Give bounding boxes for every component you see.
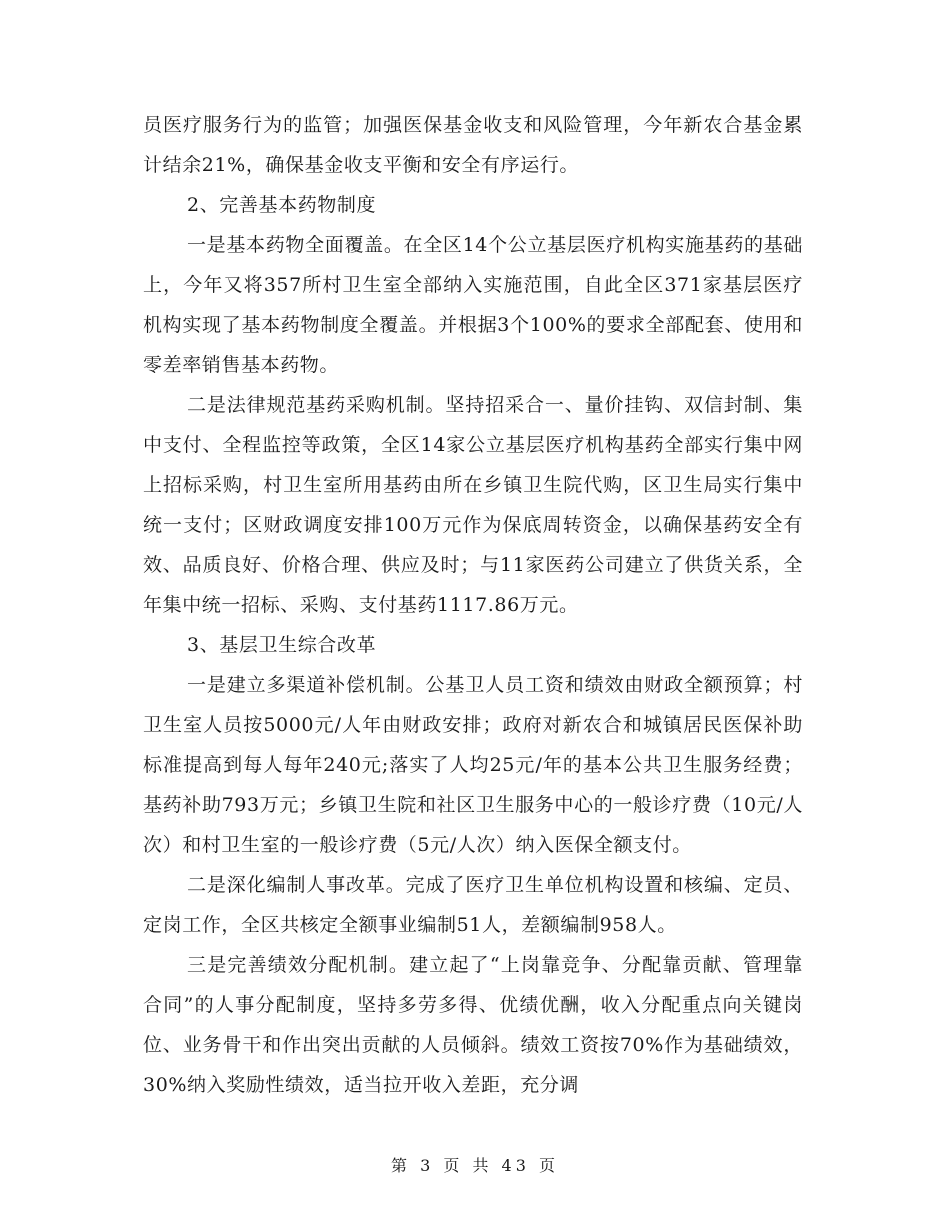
paragraph-4: 二是法律规范基药采购机制。坚持招采合一、量价挂钩、双信封制、集中支付、全程监控等政策，全区14家公立基层医疗机构基药全部实行集中网上招标采购，村卫生室所用基药由所在乡镇卫生院代购，区卫生局实行集中统一支付；区财政调度安排100万元作为保底周转资金，以确保基药安全有效、品质良好、价格合理、供应及时；与11家医药公司建立了供货关系，全年集中统一招标、采购、支付基药1117.86万元。 (143, 394, 803, 616)
page-footer: 第 3 页 共 43 页 (391, 1156, 559, 1175)
paragraph-7: 二是深化编制人事改革。完成了医疗卫生单位机构设置和核编、定员、定岗工作，全区共核定全额事业编制51人，差额编制958人。 (143, 874, 803, 936)
page-body (143, 105, 803, 1105)
section-heading-3: 3、基层卫生综合改革 (187, 634, 377, 656)
paragraph-1: 员医疗服务行为的监管；加强医保基金收支和风险管理，今年新农合基金累计结余21%，确保基金收支平衡和安全有序运行。 (143, 114, 803, 176)
paragraph-6: 一是建立多渠道补偿机制。公基卫人员工资和绩效由财政全额预算；村卫生室人员按5000元/人年由财政安排；政府对新农合和城镇居民医保补助标准提高到每人每年240元;落实了人均25元/年的基本公共卫生服务经费；基药补助793万元；乡镇卫生院和社区卫生服务中心的一般诊疗费（10元/人次）和村卫生室的一般诊疗费（5元/人次）纳入医保全额支付。 (143, 674, 803, 856)
paragraph-8: 三是完善绩效分配机制。建立起了“上岗靠竞争、分配靠贡献、管理靠合同”的人事分配制度，坚持多劳多得、优绩优酬，收入分配重点向关键岗位、业务骨干和作出突出贡献的人员倾斜。绩效工资按70%作为基础绩效，30%纳入奖励性绩效，适当拉开收入差距，充分调 (143, 954, 803, 1096)
section-heading-2: 2、完善基本药物制度 (187, 194, 377, 216)
paragraph-3: 一是基本药物全面覆盖。在全区14个公立基层医疗机构实施基药的基础上，今年又将357所村卫生室全部纳入实施范围，自此全区371家基层医疗机构实现了基本药物制度全覆盖。并根据3个100%的要求全部配套、使用和零差率销售基本药物。 (143, 234, 803, 376)
